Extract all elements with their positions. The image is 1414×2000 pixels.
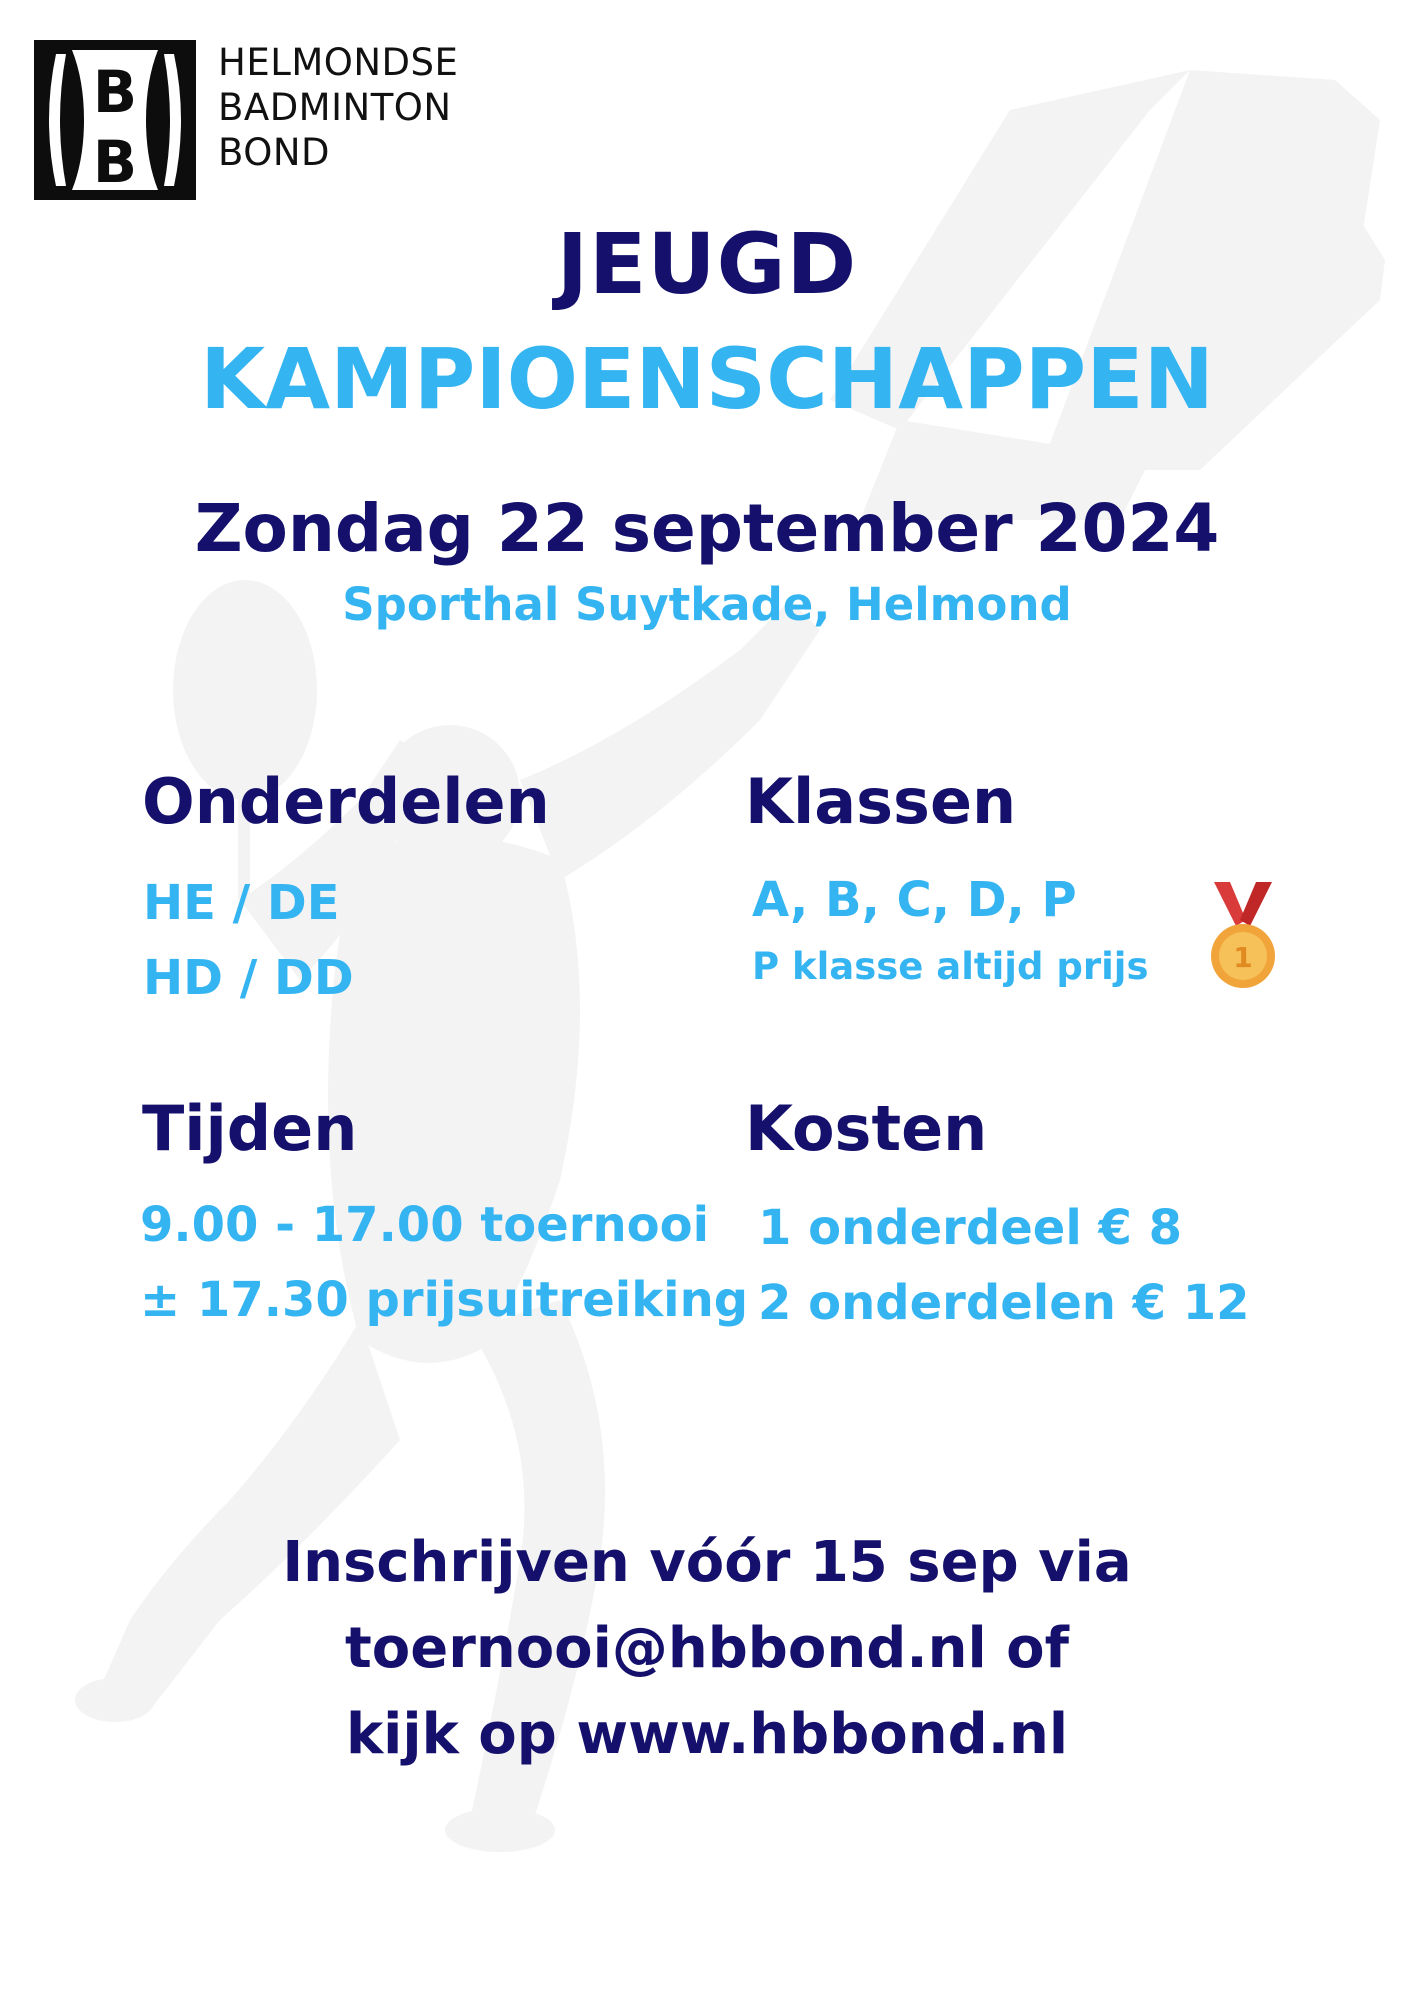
- org-name-line: HELMONDSE: [218, 41, 459, 84]
- hbb-logo-icon: [34, 40, 196, 200]
- registration-email-line: toernooi@hbbond.nl of: [345, 1616, 1069, 1681]
- kosten-item: 2 onderdelen € 12: [758, 1275, 1250, 1331]
- registration-website-line: kijk op www.hbbond.nl: [345, 1702, 1069, 1767]
- tijden-item: 9.00 - 17.00 toernooi: [140, 1197, 710, 1253]
- title-line-1: JEUGD: [556, 215, 858, 313]
- organization-name: [218, 40, 458, 175]
- event-date: Zondag 22 september 2024: [194, 490, 1220, 567]
- onderdelen-item: HD / DD: [143, 950, 354, 1006]
- svg-text:1: 1: [1233, 941, 1253, 974]
- kosten-heading: Kosten: [745, 1092, 988, 1165]
- svg-text:B: B: [92, 128, 138, 196]
- tijden-heading: Tijden: [142, 1092, 358, 1165]
- org-name-line: BADMINTON: [218, 86, 452, 129]
- title-line-2: KAMPIOENSCHAPPEN: [200, 330, 1214, 428]
- event-venue: Sporthal Suytkade, Helmond: [342, 578, 1072, 631]
- medal-icon: [1208, 880, 1278, 1000]
- kosten-item: 1 onderdeel € 8: [758, 1200, 1182, 1256]
- registration-line: Inschrijven vóór 15 sep via: [282, 1530, 1132, 1595]
- onderdelen-item: HE / DE: [143, 875, 340, 931]
- tijden-item: ± 17.30 prijsuitreiking: [140, 1272, 749, 1328]
- klassen-note: P klasse altijd prijs: [752, 945, 1149, 988]
- svg-text:B: B: [92, 58, 138, 126]
- registration-info: [0, 1520, 1414, 1778]
- org-name-line: BOND: [218, 131, 331, 174]
- klassen-heading: Klassen: [745, 765, 1017, 838]
- onderdelen-heading: Onderdelen: [142, 765, 550, 838]
- klassen-item: A, B, C, D, P: [752, 872, 1077, 928]
